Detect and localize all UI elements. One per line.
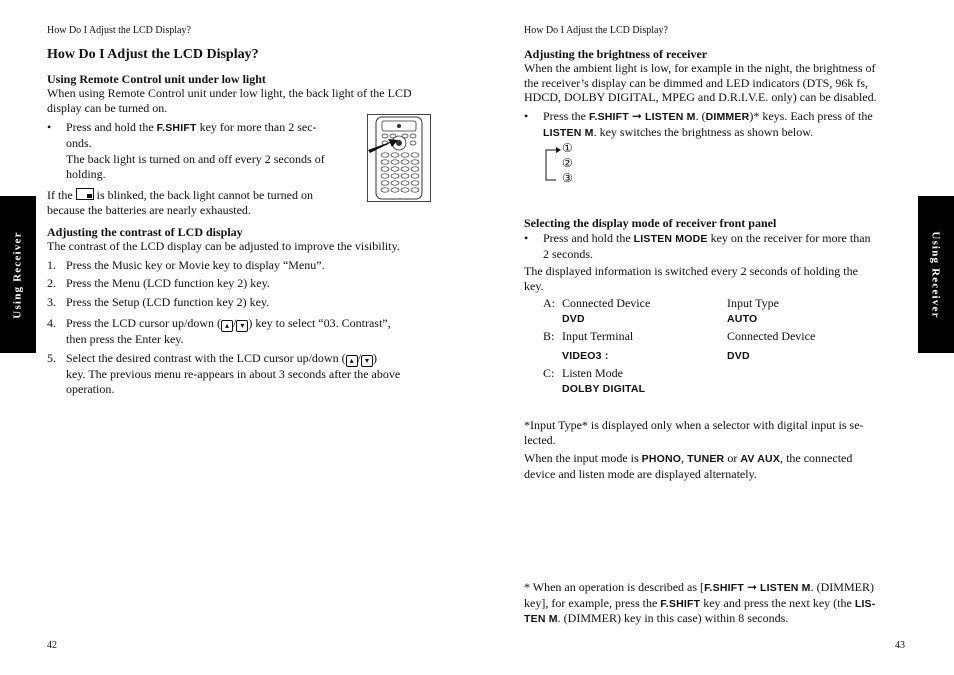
step4-line2: then press the Enter key.	[66, 332, 184, 346]
intro-line3: HDCD, DOLBY DIGITAL, MPEG and D.R.I.V.E. only) can be disabled.	[524, 90, 877, 105]
switched-line2: key.	[524, 278, 544, 293]
section-heading-low-light: Using Remote Control unit under low light	[47, 72, 266, 86]
remote-control-icon	[368, 115, 430, 201]
row-c-col1: Listen Mode	[562, 366, 623, 380]
tuner-label: TUNER	[687, 453, 725, 465]
cursor-down-icon: ▾	[236, 320, 248, 332]
note-line2: holding.	[66, 166, 106, 181]
running-head-left: How Do I Adjust the LCD Display?	[47, 25, 191, 36]
row-c-letter: C:	[543, 366, 555, 380]
step-number: 5.	[47, 351, 56, 365]
bullet-listen-mode	[543, 231, 909, 261]
intro-line2: the receiver’s display can be dimmed and LED indicators (DTS, 96k fs,	[524, 75, 869, 90]
intro-line1: When the ambient light is low, for example in the night, the brightness of	[524, 61, 876, 75]
fshift-key-label: F.SHIFT	[589, 111, 629, 123]
row-a-col2: Input Type	[727, 296, 779, 310]
brightness-level-1: ①	[562, 141, 573, 155]
footnote-post1: . (DIMMER)	[810, 580, 874, 594]
section-heading-display-mode: Selecting the display mode of receiver front panel	[524, 216, 777, 230]
input-type-note	[524, 418, 908, 447]
row-a-col2-value: AUTO	[727, 313, 758, 325]
row-b-col2-value: DVD	[727, 350, 750, 362]
row-b-letter: B:	[543, 329, 555, 343]
when-line2: device and listen mode are displayed alternately.	[524, 466, 757, 481]
row-b-col1: Input Terminal	[562, 329, 634, 343]
step5-line3: operation.	[66, 381, 115, 396]
step-text: Press the Menu (LCD function key 2) key.	[66, 276, 270, 290]
battery-note-post: is blinked, the back light cannot be turned on	[96, 188, 313, 202]
when-post: , the connected	[780, 451, 853, 465]
cursor-down-icon: ▾	[361, 355, 373, 367]
bullet-mid: . (	[695, 109, 706, 123]
phono-label: PHONO	[641, 453, 682, 465]
page-number-right: 43	[895, 640, 905, 651]
or-text: or	[724, 451, 741, 465]
comma: ,	[681, 451, 688, 465]
low-light-intro: When using Remote Control unit under low light, the back light of the LCD display can be turned on.	[47, 86, 412, 115]
bullet-text: Press and hold the	[66, 120, 157, 134]
brightness-level-2: ②	[562, 156, 573, 170]
row-a-col1-value: DVD	[562, 313, 585, 325]
step-number: 2.	[47, 276, 56, 290]
switched-text	[524, 264, 908, 293]
step5-post: )	[372, 351, 377, 365]
av-aux-label: AV AUX	[740, 453, 781, 465]
step-text: Press the Setup (LCD function key 2) key.	[66, 295, 270, 309]
battery-note-pre: If the	[47, 188, 73, 202]
footnote-l3-post: . (DIMMER) key in this case) within 8 seconds.	[557, 611, 789, 626]
battery-icon	[76, 188, 94, 200]
brightness-level-3: ③	[562, 171, 573, 185]
step-text: Press the Music key or Movie key to display “Menu”.	[66, 258, 325, 272]
page-title: How Do I Adjust the LCD Display?	[47, 47, 259, 62]
input-mode-note	[524, 451, 908, 481]
battery-note-line2: because the batteries are nearly exhausted.	[47, 202, 251, 217]
fshift-key-label: F.SHIFT	[156, 122, 197, 134]
contrast-step-1	[47, 258, 431, 273]
step4-post: ) key to select “03. Contrast”,	[248, 316, 391, 330]
step5-pre: Select the desired contrast with the LCD cursor up/down (	[66, 351, 346, 365]
fshift-key-label: F.SHIFT	[660, 597, 701, 610]
row-b-col2: Connected Device	[727, 329, 816, 343]
side-tab-right	[918, 196, 954, 353]
bullet-post: key on the receiver for more than	[707, 231, 871, 245]
step-number: 1.	[47, 258, 56, 272]
listen-m-key-label: LISTEN M	[644, 111, 696, 123]
row-a-letter: A:	[543, 296, 555, 310]
running-head-right: How Do I Adjust the LCD Display?	[524, 25, 668, 36]
bullet-dimmer	[543, 109, 909, 140]
step-number: 4.	[47, 316, 56, 330]
fshift-key-label: F.SHIFT	[704, 582, 744, 594]
side-tab-label: Using Receiver	[12, 230, 24, 319]
contrast-step-4: 4. Press the LCD cursor up/down ( ▴ / ▾ ) key to select “03. Contrast”, then press the Enter key.	[47, 316, 391, 346]
cursor-up-icon: ▴	[346, 355, 358, 367]
contrast-step-5: 5. Select the desired contrast with the LCD cursor up/down ( ▴ / ▾ ) key. The previous menu re-appears in about 3 seconds after the above operation.	[47, 351, 401, 396]
footnote-pre: * When an operation is described as [	[524, 580, 705, 594]
row-c-col1-value: DOLBY DIGITAL	[562, 383, 646, 395]
step-number: 3.	[47, 295, 56, 309]
listen-mode-key-label: LISTEN MODE	[633, 233, 708, 245]
switched-line1: The displayed information is switched every 2 seconds of holding the	[524, 264, 858, 278]
listen-m-key-label: LISTEN M	[760, 582, 811, 594]
side-tab-label: Using Receiver	[930, 230, 942, 319]
side-tab-left	[0, 196, 36, 353]
step5-line2: key. The previous menu re-appears in about 3 seconds after the above	[66, 367, 401, 381]
bullet-line2: 2 seconds.	[543, 246, 593, 261]
footnote-l2-pre: key], for example, press the	[524, 595, 661, 610]
bullet-pre: Press and hold the	[543, 231, 634, 245]
backlight-note	[66, 152, 352, 181]
arrow-icon: ➞	[631, 109, 642, 123]
note-line2: lected.	[524, 432, 556, 447]
note-line1: The back light is turned on and off every 2 seconds of	[66, 152, 325, 166]
bullet-fshift	[66, 120, 352, 150]
listen-key-label-part1: LIS-	[854, 597, 876, 610]
contrast-step-2	[47, 276, 431, 291]
bullet-text-line2: onds.	[66, 135, 92, 150]
brightness-intro	[524, 61, 908, 105]
step4-pre: Press the LCD cursor up/down (	[66, 316, 221, 330]
cursor-up-icon: ▴	[221, 320, 233, 332]
brightness-levels	[562, 141, 573, 186]
bullet-pre: Press the	[543, 109, 589, 123]
listen-m-key-label: LISTEN M	[543, 126, 594, 139]
when-pre: When the input mode is	[524, 451, 642, 465]
listen-key-label-part2: TEN M	[524, 613, 558, 626]
cycle-arrow-icon	[556, 147, 561, 153]
section-heading-brightness: Adjusting the brightness of receiver	[524, 47, 708, 61]
bullet-post: )* keys. Each press of the	[749, 109, 873, 123]
footnote-l2-post: key and press the next key (the	[700, 595, 855, 610]
contrast-intro: The contrast of the LCD display can be adjusted to improve the visibility.	[47, 239, 400, 253]
row-b-col1-value: VIDEO3 :	[562, 350, 609, 362]
contrast-step-3	[47, 295, 431, 310]
bullet-line2: . key switches the brightness as shown below.	[593, 124, 814, 139]
row-a-col1: Connected Device	[562, 296, 651, 310]
arrow-icon: ➞	[746, 580, 758, 594]
note-line1: *Input Type* is displayed only when a selector with digital input is se-	[524, 418, 864, 432]
page-number-left: 42	[47, 640, 57, 651]
dimmer-key-label: DIMMER	[705, 111, 750, 123]
remote-control-illustration	[367, 114, 431, 202]
battery-note	[47, 188, 367, 217]
bullet-text-post: key for more than 2 sec-	[196, 120, 317, 134]
footnote	[524, 580, 908, 627]
section-heading-contrast: Adjusting the contrast of LCD display	[47, 225, 243, 239]
